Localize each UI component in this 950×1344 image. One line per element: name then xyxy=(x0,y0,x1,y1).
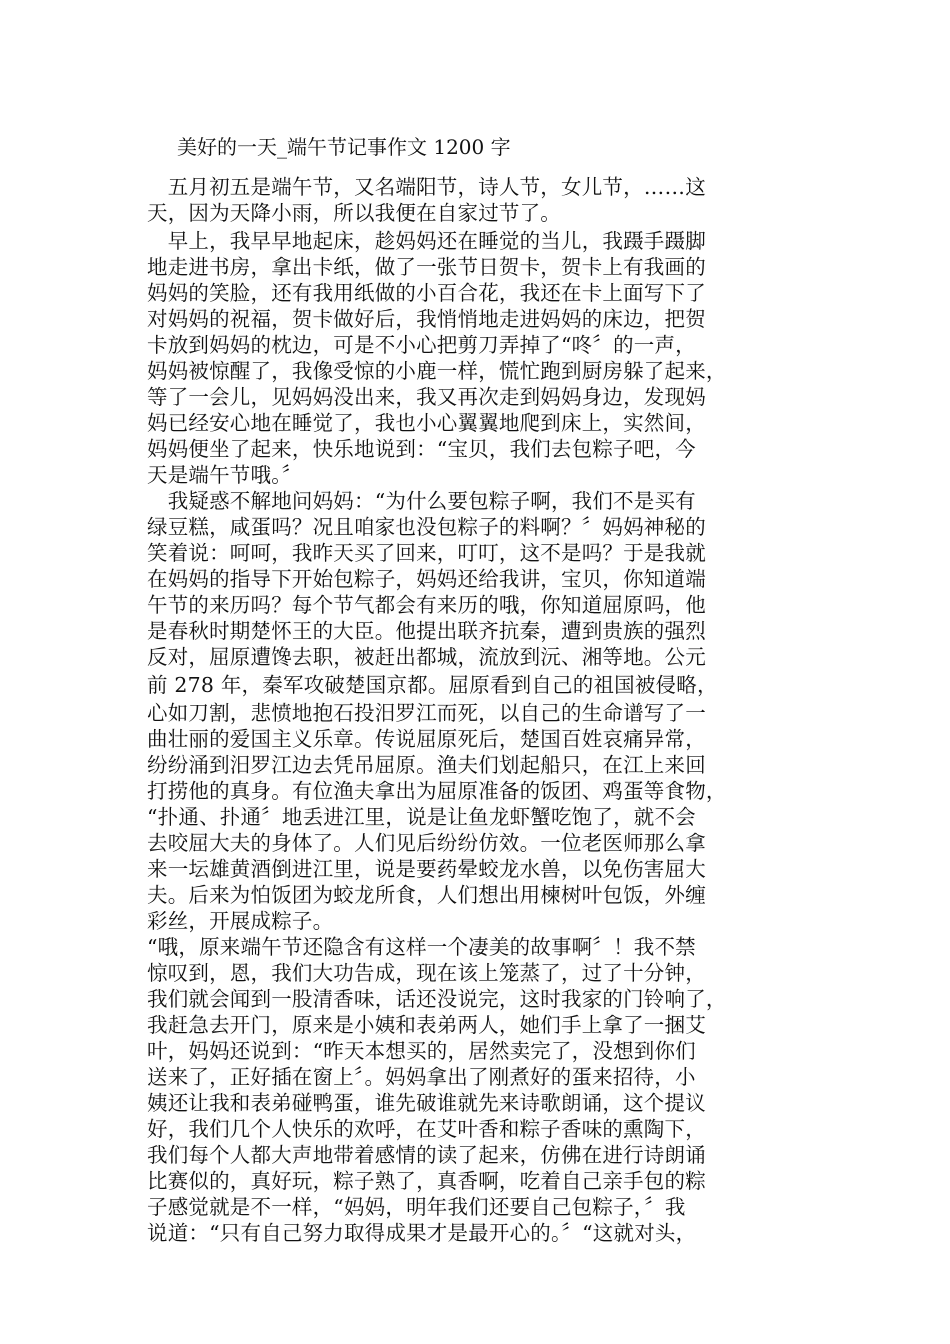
text-line: 妈妈便坐了起来，快乐地说到：“宝贝，我们去包粽子吧，今 xyxy=(147,437,696,461)
article-title: 美好的一天_端午节记事作文 1200 字 xyxy=(177,135,511,159)
text-line: 午节的来历吗？每个节气都会有来历的哦，你知道屈原吗，他 xyxy=(147,593,706,617)
text-line: 子感觉就是不一样，“妈妈，明年我们还要自己包粽子，〞我 xyxy=(147,1195,686,1219)
text-line: 反对，屈原遭馋去职，被赶出都城，流放到沅、湘等地。公元 xyxy=(147,645,706,669)
text-line: 天是端午节哦。〞 xyxy=(147,463,303,487)
text-line: 姨还让我和表弟碰鸭蛋，谁先破谁就先来诗歌朗诵，这个提议 xyxy=(147,1091,706,1115)
text-line: 惊叹到，恩，我们大功告成，现在该上笼蒸了，过了十分钟， xyxy=(147,961,706,985)
text-line: 等了一会儿，见妈妈没出来，我又再次走到妈妈身边，发现妈 xyxy=(147,385,706,409)
text-line: 地走进书房，拿出卡纸，做了一张节日贺卡，贺卡上有我画的 xyxy=(147,255,706,279)
text-line: 妈妈被惊醒了，我像受惊的小鹿一样，慌忙跑到厨房躲了起来， xyxy=(147,359,727,383)
text-line: 打捞他的真身。有位渔夫拿出为屈原准备的饭团、鸡蛋等食物， xyxy=(147,779,727,803)
text-line: 五月初五是端午节，又名端阳节，诗人节，女儿节，……这 xyxy=(147,175,706,199)
text-line: 我赶急去开门，原来是小姨和表弟两人，她们手上拿了一捆艾 xyxy=(147,1013,706,1037)
text-line: 卡放到妈妈的枕边，可是不小心把剪刀弄掉了“咚〞的一声， xyxy=(147,333,696,357)
text-line: 去咬屈大夫的身体了。人们见后纷纷仿效。一位老医师那么拿 xyxy=(147,831,706,855)
text-line: 我们每个人都大声地带着感情的读了起来，仿佛在进行诗朗诵 xyxy=(147,1143,706,1167)
text-line: 我们就会闻到一股清香味，话还没说完，这时我家的门铃响了， xyxy=(147,987,727,1011)
text-line: 天，因为天降小雨，所以我便在自家过节了。 xyxy=(147,201,561,225)
text-line: 在妈妈的指导下开始包粽子，妈妈还给我讲，宝贝，你知道端 xyxy=(147,567,706,591)
text-line: 说道：“只有自己努力取得成果才是最开心的。〞“这就对头， xyxy=(147,1221,697,1245)
text-line: 前 278 年，秦军攻破楚国京都。屈原看到自己的祖国被侵略， xyxy=(147,673,718,697)
text-line: 纷纷涌到汨罗江边去凭吊屈原。渔夫们划起船只，在江上来回 xyxy=(147,753,706,777)
text-line: 早上，我早早地起床，趁妈妈还在睡觉的当儿，我蹑手蹑脚 xyxy=(147,229,706,253)
text-line: 是春秋时期楚怀王的大臣。他提出联齐抗秦，遭到贵族的强烈 xyxy=(147,619,706,643)
text-line: 妈已经安心地在睡觉了，我也小心翼翼地爬到床上，实然间， xyxy=(147,411,706,435)
text-line: 笑着说：呵呵，我昨天买了回来，叮叮，这不是吗？于是我就 xyxy=(147,541,706,565)
text-line: 比赛似的，真好玩，粽子熟了，真香啊，吃着自己亲手包的粽 xyxy=(147,1169,706,1193)
text-line: 来一坛雄黄酒倒进江里，说是要药晕蛟龙水兽，以免伤害屈大 xyxy=(147,857,706,881)
text-line: “扑通、扑通〞地丢进江里，说是让鱼龙虾蟹吃饱了，就不会 xyxy=(147,805,696,829)
text-line: 曲壮丽的爱国主义乐章。传说屈原死后，楚国百姓哀痛异常， xyxy=(147,727,706,751)
text-line: 好，我们几个人快乐的欢呼，在艾叶香和粽子香味的熏陶下， xyxy=(147,1117,706,1141)
text-line: 我疑惑不解地问妈妈：“为什么要包粽子啊，我们不是买有 xyxy=(147,489,696,513)
text-line: 妈妈的笑脸，还有我用纸做的小百合花，我还在卡上面写下了 xyxy=(147,281,706,305)
text-line: “哦，原来端午节还隐含有这样一个凄美的故事啊〞！我不禁 xyxy=(147,935,696,959)
text-line: 绿豆糕，咸蛋吗？况且咱家也没包粽子的料啊？〞妈妈神秘的 xyxy=(147,515,706,539)
text-line: 叶，妈妈还说到：“昨天本想买的，居然卖完了，没想到你们 xyxy=(147,1039,696,1063)
text-line: 送来了，正好插在窗上〞。妈妈拿出了刚煮好的蛋来招待，小 xyxy=(147,1065,696,1089)
text-line: 彩丝，开展成粽子。 xyxy=(147,909,334,933)
text-line: 心如刀割，悲愤地抱石投汨罗江而死，以自己的生命谱写了一 xyxy=(147,701,706,725)
text-line: 夫。后来为怕饭团为蛟龙所食，人们想出用楝树叶包饭，外缠 xyxy=(147,883,706,907)
text-line: 对妈妈的祝福，贺卡做好后，我悄悄地走进妈妈的床边，把贺 xyxy=(147,307,706,331)
